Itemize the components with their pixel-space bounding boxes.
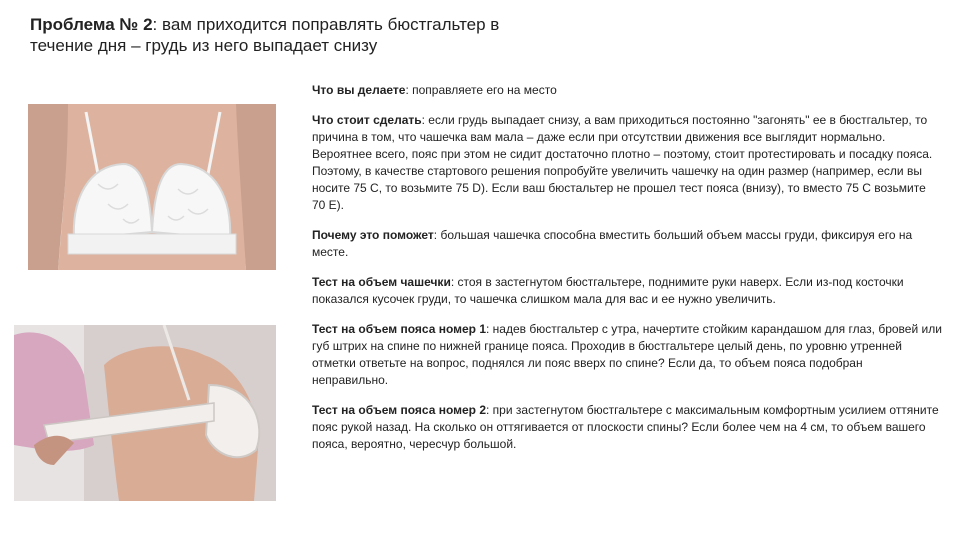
paragraph-text: : если грудь выпадает снизу, а вам приходиться постоянно "загонять" ее в бюстгальтер, то причина в том, что чашечка вам мала – даже если при отсутствии движения все выглядит нормально. Вероятнее всего, пояс при этом не сидит достаточно плотно – поэтому, стоит протестировать и посадку пояса. Поэтому, в качестве стартового решения попробуйте увеличить чашечку на один размер (например, если вы носите 75 С, то возьмите 75 D). Если ваш бюстальтер не прошел тест пояса (внизу), то вместо 75 С возьмите 70 Е). xyxy=(312,113,933,212)
paragraph-text: : поправляете его на место xyxy=(405,83,557,97)
paragraph-text: : надев бюстгальтер с утра, начертите стойким карандашом для глаз, бровей или губ штрих на спине по нижней границе пояса. Проходив в бюстгальтере целый день, по уровню утренней отметки ответьте на вопрос, поднялся ли пояс вверх по спине? Если да, то объем пояса подобран неправильно. xyxy=(312,322,942,387)
paragraph-why-it-helps xyxy=(312,227,942,261)
bra-front-photo xyxy=(28,104,276,270)
paragraph-what-you-do xyxy=(312,82,942,99)
slide-title xyxy=(30,14,510,56)
paragraph-heading: Тест на объем пояса номер 2 xyxy=(312,403,487,417)
body-text xyxy=(312,82,942,466)
paragraph-heading: Тест на объем пояса номер 1 xyxy=(312,322,487,336)
paragraph-heading: Что стоит сделать xyxy=(312,113,422,127)
paragraph-heading: Тест на объем чашечки xyxy=(312,275,451,289)
paragraph-band-test-1 xyxy=(312,321,942,389)
title-bold: Проблема № 2 xyxy=(30,15,153,34)
paragraph-band-test-2 xyxy=(312,402,942,453)
paragraph-what-to-do xyxy=(312,112,942,214)
paragraph-cup-test xyxy=(312,274,942,308)
bra-fitting-photo xyxy=(14,325,276,501)
paragraph-heading: Почему это поможет xyxy=(312,228,434,242)
paragraph-text: : большая чашечка способна вместить больший объем массы груди, фиксируя его на месте. xyxy=(312,228,913,259)
paragraph-heading: Что вы делаете xyxy=(312,83,406,97)
paragraph-text: : стоя в застегнутом бюстгальтере, поднимите руки наверх. Если из-под косточки показался кусочек груди, то чашечка слишком мала для вас и ее нужно увеличить. xyxy=(312,275,904,306)
title-rest: : вам приходится поправлять бюстгальтер в течение дня – грудь из него выпадает снизу xyxy=(30,15,500,55)
paragraph-text: : при застегнутом бюстгальтере с максимальным комфортным усилием оттяните пояс рукой назад. На сколько он оттягивается от плоскости спины? Если более чем на 4 см, то объем вашего пояса, вероятно, чересчур большой. xyxy=(312,403,939,451)
